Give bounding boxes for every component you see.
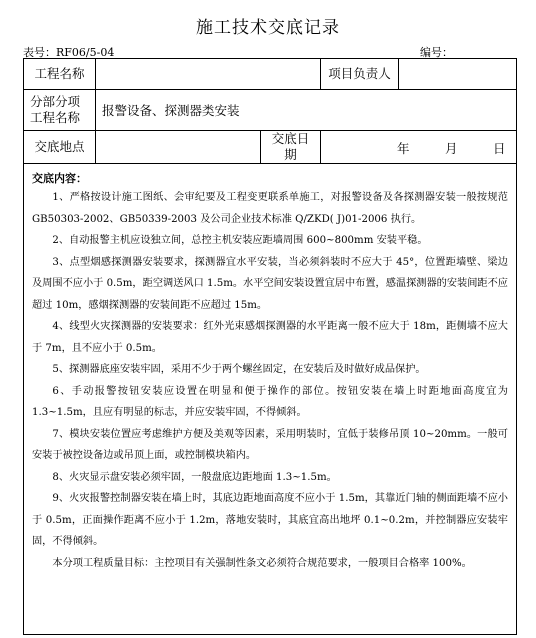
content-paragraph-7: 7、模块安装位置应考虑维护方便及美观等因素，采用明装时，宜低于装修吊顶 10~20mm。一般可安装于被控设备边或吊顶上面，或控制模块箱内。 xyxy=(32,428,508,461)
content-cell xyxy=(24,164,517,635)
date-month: 月 xyxy=(445,141,458,156)
form-number-value: RF06/5-04 xyxy=(56,46,115,59)
location-value[interactable] xyxy=(96,131,261,164)
sub-project-label-line-2: 工程名称 xyxy=(30,110,81,125)
date-label: 交底日期 xyxy=(261,131,321,164)
row-sub-project xyxy=(24,90,517,131)
row-location-date xyxy=(24,131,517,164)
content-paragraph-6: 6、手动报警按钮安装应设置在明显和便于操作的部位。按钮安装在墙上时距地面高度宜为 1.3~1.5m，且应有明显的标志，并应安装牢固，不得倾斜。 xyxy=(32,385,508,418)
location-label: 交底地点 xyxy=(24,131,96,164)
sub-project-value[interactable]: 报警设备、探测器类安装 xyxy=(96,90,517,131)
content-heading: 交底内容： xyxy=(32,172,87,185)
content-paragraph-5: 5、探测器底座安装牢固，采用不少于两个螺丝固定，在安装后及时做好成品保护。 xyxy=(52,364,426,375)
project-manager-value[interactable] xyxy=(399,59,517,90)
row-project-name xyxy=(24,59,517,90)
project-manager-label: 项目负责人 xyxy=(321,59,399,90)
serial-number-label: 编号： xyxy=(420,46,453,59)
date-year: 年 xyxy=(397,141,410,156)
date-day: 日 xyxy=(493,141,506,156)
document-title: 施工技术交底记录 xyxy=(196,18,340,38)
disclosure-form-table xyxy=(23,58,517,635)
content-paragraph-1: 1、严格按设计施工图纸、会审纪要及工程变更联系单施工，对报警设备及各探测器安装一般按规范 GB50303-2002、GB50339-2003 及公司企业技术标准 Q/ZKD( J)01-2006 执行。 xyxy=(32,192,508,225)
content-paragraph-2: 2、自动报警主机应设独立间，总控主机安装应距墙周围 600~800mm 安装平稳。 xyxy=(52,235,428,246)
date-value[interactable] xyxy=(321,131,517,164)
sub-project-label-line-1: 分部分项 xyxy=(30,94,81,109)
form-number-label: 表号： xyxy=(23,46,56,59)
project-name-label: 工程名称 xyxy=(24,59,96,90)
content-paragraph-4: 4、线型火灾探测器的安装要求：红外光束感烟探测器的水平距离一般不应大于 18m，距侧墙不应大于 7m，且不应小于 0.5m。 xyxy=(32,321,508,354)
content-paragraph-9: 9、火灾报警控制器安装在墙上时，其底边距地面高度不应小于 1.5m，其靠近门轴的侧面距墙不应小于 0.5m，正面操作距离不应小于 1.2m，落地安装时，其底宜高出地坪 0.1~0.2m，并控制器应安装牢固，不得倾斜。 xyxy=(32,493,508,547)
quality-target: 本分项工程质量目标：主控项目有关强制性条文必须符合规范要求，一般项目合格率 100%。 xyxy=(52,557,472,569)
sub-project-label xyxy=(24,90,96,131)
content-paragraph-3: 3、点型烟感探测器安装要求，探测器宜水平安装，当必须斜装时不应大于 45°，位置距墙壁、梁边及周围不应小于 0.5m，距空调送风口 1.5m。水平空间安装设置宜居中布置，感温探测器的安装间距不应超过 10m，感烟探测器的安装间距不应超过 15m。 xyxy=(32,256,508,311)
row-content xyxy=(24,164,517,635)
content-paragraph-8: 8、火灾显示盘安装必须牢固，一般盘底边距地面 1.3~1.5m。 xyxy=(52,471,337,483)
project-name-value[interactable] xyxy=(96,59,321,90)
